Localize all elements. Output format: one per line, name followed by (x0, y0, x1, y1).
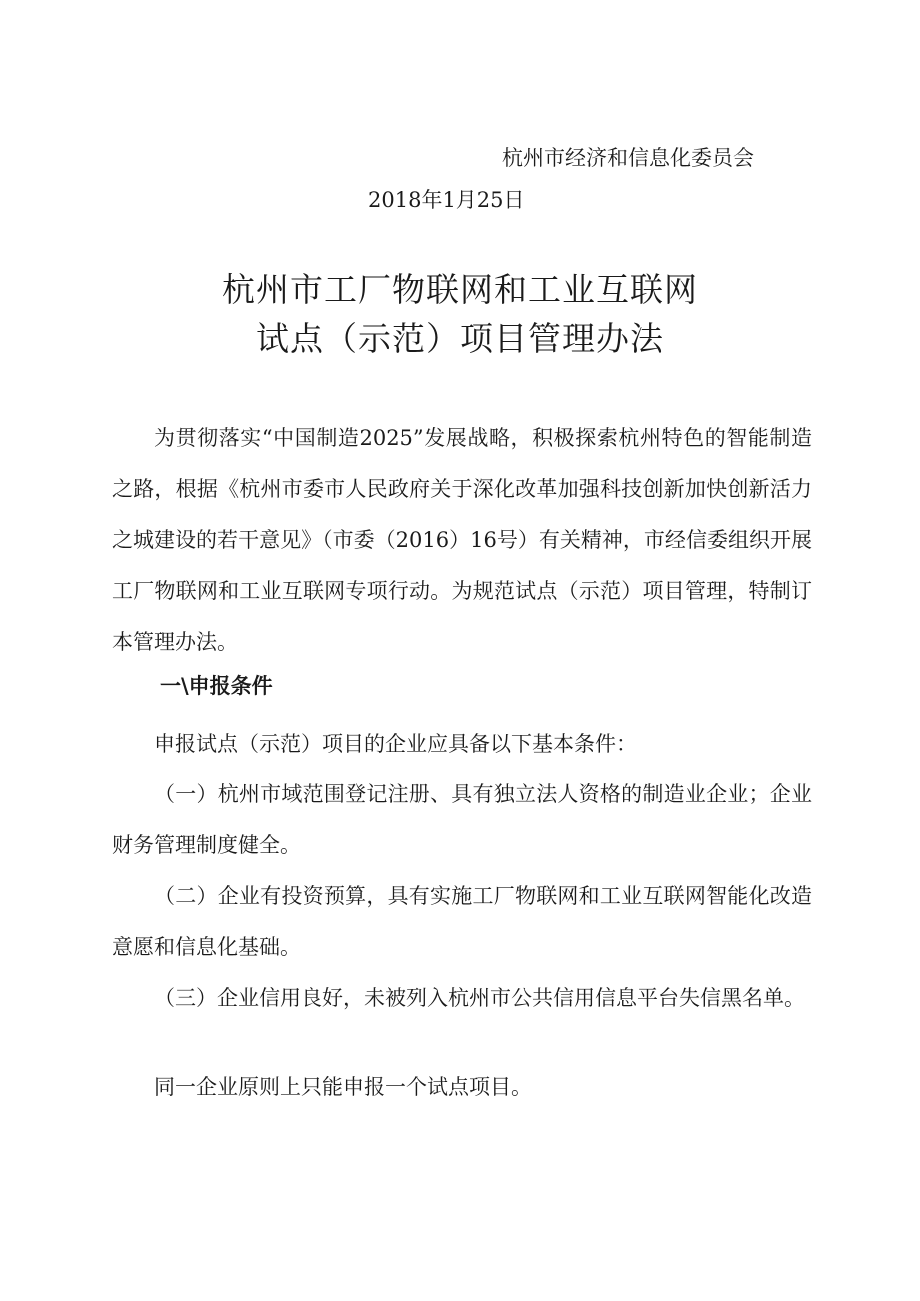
section-heading: 一\申报条件 (160, 674, 273, 698)
conditions-intro: 申报试点（示范）项目的企业应具备以下基本条件： (154, 732, 637, 756)
document-title-line-1: 杭州市工厂物联网和工业互联网 (222, 270, 698, 309)
intro-paragraph: 为贯彻落实“中国制造2025”发展战略，积极探索杭州特色的智能制造之路，根据《杭州市委市人民政府关于深化改革加强科技创新加快创新活力之城建设的若干意见》（市委（2016）16号）有关精神，市经信委组织开展工厂物联网和工业互联网专项行动。为规范试点（示范）项目管理，特制订本管理办法。 (112, 426, 812, 654)
condition-item-3: （三）企业信用良好，未被列入杭州市公共信用信息平台失信黑名单。 (154, 986, 805, 1010)
application-note: 同一企业原则上只能申报一个试点项目。 (154, 1075, 532, 1099)
issuer-name: 杭州市经济和信息化委员会 (502, 146, 754, 170)
condition-item-1: （一）杭州市域范围登记注册、具有独立法人资格的制造业企业；企业财务管理制度健全。 (112, 782, 812, 857)
condition-item-2: （二）企业有投资预算，具有实施工厂物联网和工业互联网智能化改造意愿和信息化基础。 (112, 884, 812, 959)
issue-date: 2018年1月25日 (368, 188, 525, 212)
document-title-line-2: 试点（示范）项目管理办法 (256, 319, 664, 358)
